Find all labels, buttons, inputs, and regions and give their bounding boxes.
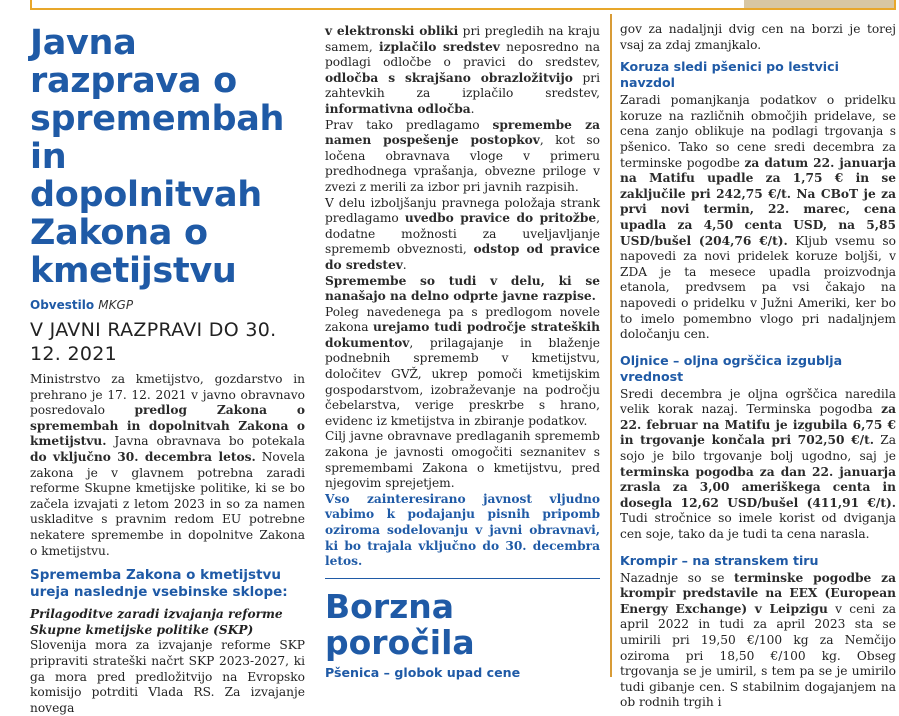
section-title: Borzna poročila (325, 586, 475, 662)
paragraph-5: Poleg navedenega pa s predlogom novele zakona urejamo tudi področje strateških dokumentov, prilagajanje in blaženje podnebnih sprememb v kmetijstvu, določitev GVŽ, ukrep pomoči kmetijskim gospodarstvom, izobraževanje na področju čebelarstva, verige preskrbe s hrano, evidenc iz kmetijstva in zbiranje podatkov. (325, 304, 600, 428)
paragraph-carryover: gov za nadaljnji dvig cen na borzi je torej vsaj za zdaj zmanjkalo. (620, 22, 896, 52)
column-1 (30, 24, 305, 716)
byline: Obvestilo MKGP (30, 298, 134, 312)
heading-krompir: Krompir – na stranskem tiru (620, 552, 819, 568)
subsection-heading: Pšenica – globok upad cene (325, 664, 521, 680)
paragraph-krompir: Nazadnje so se terminske pogodbe za krompir predstavile na EEX (European Energy Exchange) v Leipzigu v ceni za april 2022 in tudi za april 2023 sta se umirili pri 19,50 €/100 kg za Nemčijo oziroma pri 18,50 €/100 kg. Obseg trgovanja se je umiril, s tem pa se je umirilo tudi gibanje cen. S stabilnim dogajanjem na ob rodnih trgih i (620, 570, 896, 710)
article-title: Javna razprava o spremembah in dopolnitvah Zakona o kmetijstvu (30, 23, 285, 291)
paragraph-invitation: Vso zainteresirano javnost vljudno vabimo k podajanju pisnih pripomb oziroma sodelovanju v javni obravnavi, ki bo trajala vključno do 30. decembra letos. (325, 491, 600, 569)
paragraph-6: Cilj javne obravnave predlaganih sprememb zakona je javnosti omogočiti seznanitev s spremembami Zakona o kmetijstvu, pred njegovim sprejetjem. (325, 429, 600, 491)
top-frame (30, 0, 896, 10)
paragraph-koruza: Zaradi pomanjkanja podatkov o pridelku koruze na različnih območjih pridelave, se cena zanjo oblikuje na podlagi trgovanja s pšenico. Tako so cene sredi decembra za terminske pogodbe za datum 22. januarja na Matifu upadle za 1,75 € in se zaključile pri 242,75 €/t. Na CBoT je za prvi novi termin, 22. marec, cena upadla za 4,50 centa USD, na 5,85 USD/bušel (204,76 €/t). Kljub vsemu so napovedi za novi pridelek koruze boljši, v ZDA je ta mesece upadla proizvodnja etanola, predvsem pa vsi čakajo na napovedi o pridelku v Južni Ameriki, ker bo to imelo pomembno vlogo pri nadaljnjem določanju cen. (620, 93, 896, 342)
column-3 (620, 22, 896, 711)
paragraph-oljnice: Sredi decembra je oljna ogrščica naredila velik korak nazaj. Terminska pogodba za 22. februar na Matifu je izgubila 6,75 € in trgovanje končala pri 702,50 €/t. Za sojo je bilo trgovanje bolj ugodno, saj je terminska pogodba za dan 22. januarja zrasla za 3,00 ameriškega centa in dosegla 12,62 USD/bušel (411,91 €/t). Tudi stročnice so imele korist od dviganja cen soje, tako da je tudi ta cena narasla. (620, 386, 896, 542)
paragraph-skp: Slovenija mora za izvajanje reforme SKP pripraviti strateški načrt SKP 2023-2027, ki ga mora pred predložitvijo na Evropsko komisijo potrditi Vlada RS. Za izvajanje novega (30, 638, 305, 715)
paragraph-intro: Ministrstvo za kmetijstvo, gozdarstvo in prehrano je 17. 12. 2021 v javno obravnavo posredovalo predlog Zakona o spremembah in dopolnitvah Zakona o kmetijstvu. Javna obravnava bo potekala do vključno 30. decembra letos. Novela zakona je v glavnem potrebna zaradi reforme Skupne kmetijske politike, ki se bo začela izvajati z letom 2023 in so za namen uskladitve s pravnim redom EU potrebne nekatere spremembe in dopolnitve Zakona o kmetijstvu. (30, 372, 305, 558)
subheading-italic: Prilagoditve zaradi izvajanja reforme Skupne kmetijske politike (SKP) (30, 607, 283, 637)
kicker: V JAVNI RAZPRAVI DO 30. 12. 2021 (30, 319, 277, 365)
paragraph-4: Spremembe so tudi v delu, ki se nanašajo na delno odprte javne razpise. (325, 273, 600, 304)
heading-oljnice: Oljnice – oljna ogrščica izgublja vrednost (620, 352, 843, 384)
column-rule (610, 14, 612, 677)
paragraph-2: Prav tako predlagamo spremembe za namen pospešenje postopkov, kot so ločena obravnava vloge v primeru predhodnega vprašanja, obvezne priloge v zvezi z merili za izbor pri javnih razpisih. (325, 117, 600, 194)
paragraph-1: v elektronski obliki pri pregledih na kraju samem, izplačilo sredstev neposredno na podlagi odločbe o pravici do sredstev, odločba s skrajšano obrazložitvijo pri zahtevkih za izplačilo sredstev, informativna odločba. (325, 24, 600, 116)
top-photo-strip (744, 0, 894, 8)
subheading: Sprememba Zakona o kmetijstvu ureja naslednje vsebinske sklope: (30, 567, 288, 601)
column-2 (325, 24, 600, 683)
section-divider (325, 578, 600, 579)
heading-koruza: Koruza sledi pšenici po lestvici navzdol (620, 59, 839, 91)
paragraph-3: V delu izboljšanju pravnega položaja strank predlagamo uvedbo pravice do pritožbe, dodatne možnosti za uveljavljanje sprememb obveznosti, odstop od pravice do sredstev. (325, 195, 600, 272)
